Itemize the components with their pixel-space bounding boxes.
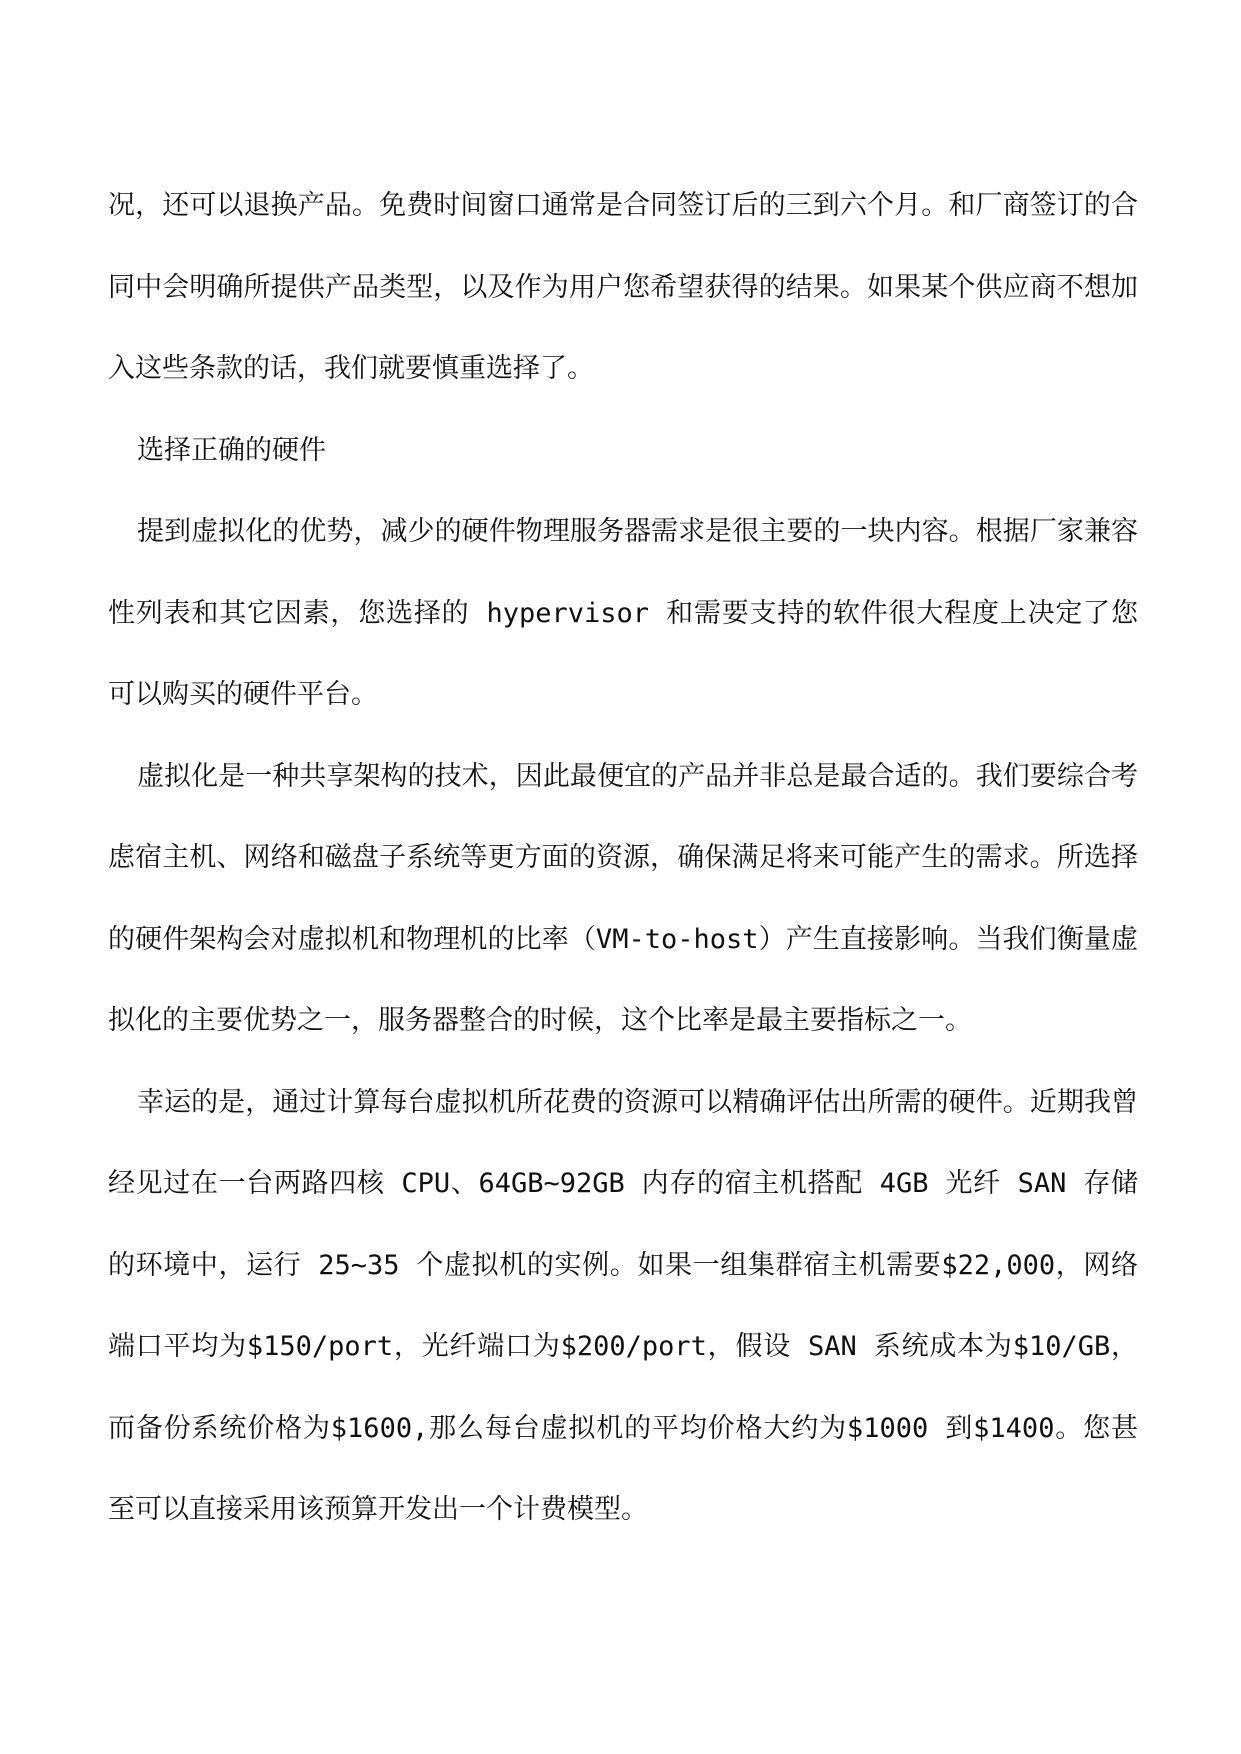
section-heading-choose-hardware: 选择正确的硬件: [137, 434, 326, 466]
paragraph-hardware-reduction: 提到虚拟化的优势，减少的硬件物理服务器需求是很主要的一块内容。根据厂家兼容性列表和其它因素，您选择的 hypervisor 和需要支持的软件很大程度上决定了您可以购买的硬件平台。: [108, 516, 1138, 710]
paragraph-shared-architecture: 虚拟化是一种共享架构的技术，因此最便宜的产品并非总是最合适的。我们要综合考虑宿主机、网络和磁盘子系统等更方面的资源，确保满足将来可能产生的需求。所选择的硬件架构会对虚拟机和物理机的比率（VM-to-host）产生直接影响。当我们衡量虚拟化的主要优势之一，服务器整合的时候，这个比率是最主要指标之一。: [108, 760, 1138, 1036]
paragraph-contract-terms: 况，还可以退换产品。免费时间窗口通常是合同签订后的三到六个月。和厂商签订的合同中会明确所提供产品类型，以及作为用户您希望获得的结果。如果某个供应商不想加入这些条款的话，我们就要慎重选择了。: [108, 190, 1138, 384]
paragraph-cost-estimate: 幸运的是，通过计算每台虚拟机所花费的资源可以精确评估出所需的硬件。近期我曾经见过在一台两路四核 CPU、64GB~92GB 内存的宿主机搭配 4GB 光纤 SAN 存储的环境中，运行 25~35 个虚拟机的实例。如果一组集群宿主机需要$22,000，网络端口平均为$150/port，光纤端口为$200/port，假设 SAN 系统成本为$10/GB，而备份系统价格为$1600,那么每台虚拟机的平均价格大约为$1000 到$1400。您甚至可以直接采用该预算开发出一个计费模型。: [108, 1086, 1138, 1525]
document-body: [108, 165, 1138, 1551]
